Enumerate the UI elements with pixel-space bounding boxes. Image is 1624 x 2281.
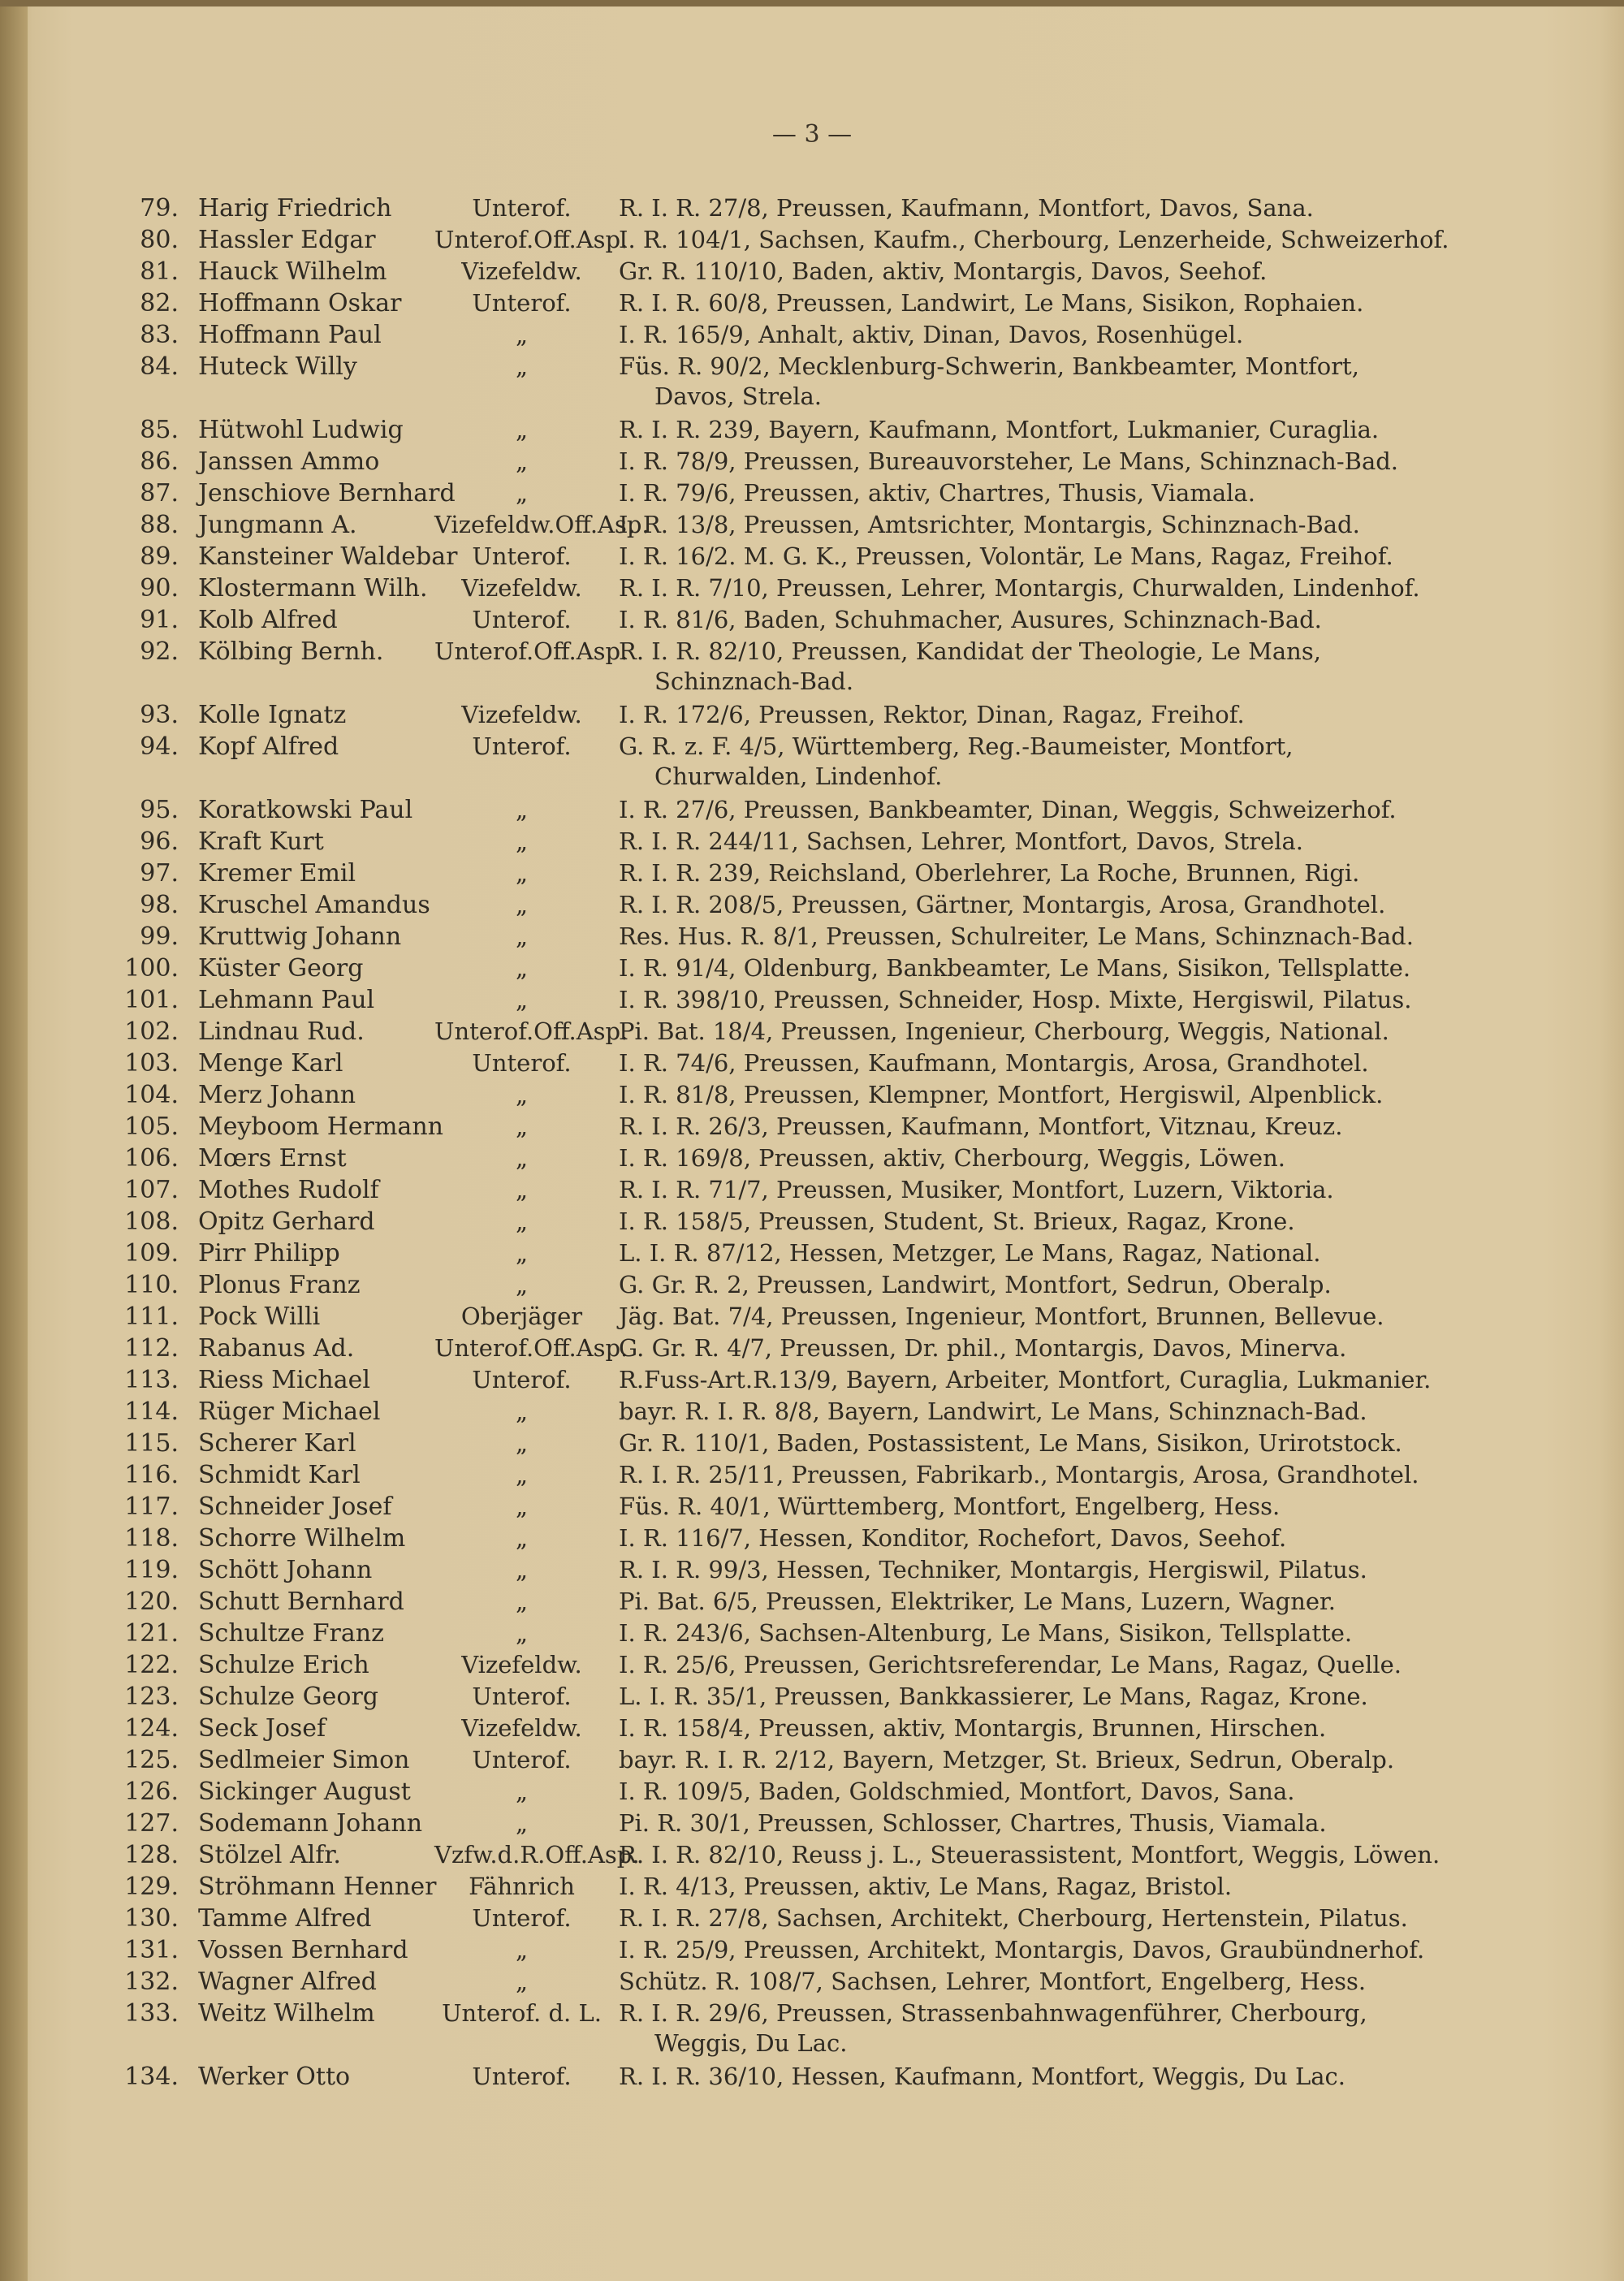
soldier-rank: Unterof. d. L. xyxy=(442,1999,602,2027)
list-item xyxy=(0,859,1624,892)
soldier-rank: „ xyxy=(515,352,529,380)
soldier-rank: Vizefeldw. xyxy=(461,1714,582,1742)
soldier-rank: „ xyxy=(515,1809,529,1837)
soldier-name: Huteck Willy xyxy=(198,352,357,381)
entry-number: 86. xyxy=(140,447,179,476)
soldier-rank: Unterof.Off.Asp. xyxy=(434,637,628,665)
soldier-name: Menge Karl xyxy=(198,1049,343,1078)
soldier-name: Werker Otto xyxy=(198,2063,351,2091)
entry-number: 96. xyxy=(140,827,179,856)
soldier-name: Sedlmeier Simon xyxy=(198,1746,410,1774)
soldier-rank: „ xyxy=(515,1429,529,1457)
soldier-name: Küster Georg xyxy=(198,954,364,983)
soldier-rank: „ xyxy=(515,796,529,823)
entry-number: 115. xyxy=(124,1429,179,1458)
list-item xyxy=(0,606,1624,638)
soldier-rank: „ xyxy=(515,1778,529,1805)
entry-number: 92. xyxy=(140,637,179,666)
entry-number: 120. xyxy=(124,1588,179,1616)
service-details: Res. Hus. R. 8/1, Preussen, Schulreiter, Le Mans, Schinznach-Bad. xyxy=(619,922,1414,950)
soldier-rank: Vizefeldw.Off.Asp. xyxy=(434,511,650,538)
page-top-edge xyxy=(0,0,1624,6)
list-item xyxy=(0,2063,1624,2095)
soldier-rank: „ xyxy=(515,1588,529,1615)
entry-number: 122. xyxy=(124,1651,179,1679)
soldier-name: Vossen Bernhard xyxy=(198,1936,408,1964)
soldier-name: Pock Willi xyxy=(198,1303,321,1331)
service-details: Pi. Bat. 6/5, Preussen, Elektriker, Le Mans, Luzern, Wagner. xyxy=(619,1588,1336,1615)
service-details: I. R. 172/6, Preussen, Rektor, Dinan, Ragaz, Freihof. xyxy=(619,701,1245,728)
entry-number: 95. xyxy=(140,796,179,824)
soldier-name: Koratkowski Paul xyxy=(198,796,413,824)
soldier-name: Rabanus Ad. xyxy=(198,1334,355,1363)
entry-number: 108. xyxy=(124,1207,179,1236)
list-item xyxy=(0,1049,1624,1082)
service-details: R. I. R. 239, Bayern, Kaufmann, Montfort, Lukmanier, Curaglia. xyxy=(619,416,1380,443)
list-item xyxy=(0,1334,1624,1367)
soldier-rank: „ xyxy=(515,1524,529,1552)
soldier-rank: „ xyxy=(515,1398,529,1425)
service-details: R. I. R. 99/3, Hessen, Techniker, Montargis, Hergiswil, Pilatus. xyxy=(619,1556,1367,1583)
soldier-name: Jenschiove Bernhard xyxy=(198,479,456,508)
list-item xyxy=(0,1714,1624,1747)
service-details: I. R. 81/6, Baden, Schuhmacher, Ausures, Schinznach-Bad. xyxy=(619,606,1322,633)
list-item xyxy=(0,954,1624,987)
entry-number: 133. xyxy=(124,1999,179,2028)
service-details: R. I. R. 27/8, Sachsen, Architekt, Cherbourg, Hertenstein, Pilatus. xyxy=(619,1904,1408,1932)
service-details: I. R. 104/1, Sachsen, Kaufm., Cherbourg, Lenzerheide, Schweizerhof. xyxy=(619,226,1449,253)
entry-number: 127. xyxy=(124,1809,179,1838)
soldier-rank: „ xyxy=(515,321,529,348)
soldier-rank: „ xyxy=(515,1461,529,1488)
soldier-name: Hauck Wilhelm xyxy=(198,257,387,286)
list-item xyxy=(0,1207,1624,1240)
entry-number: 124. xyxy=(124,1714,179,1743)
service-details: I. R. 116/7, Hessen, Konditor, Rochefort, Davos, Seehof. xyxy=(619,1524,1287,1552)
soldier-name: Kraft Kurt xyxy=(198,827,324,856)
service-details: I. R. 243/6, Sachsen-Altenburg, Le Mans, Sisikon, Tellsplatte. xyxy=(619,1619,1353,1647)
soldier-name: Hoffmann Paul xyxy=(198,321,382,349)
soldier-rank: Unterof.Off.Asp. xyxy=(434,226,628,253)
service-details: I. R. 109/5, Baden, Goldschmied, Montfort, Davos, Sana. xyxy=(619,1778,1295,1805)
entry-number: 79. xyxy=(140,194,179,222)
soldier-rank: „ xyxy=(515,416,529,443)
service-details: R. I. R. 82/10, Preussen, Kandidat der Theologie, Le Mans, xyxy=(619,637,1321,665)
service-details: L. I. R. 35/1, Preussen, Bankkassierer, Le Mans, Ragaz, Krone. xyxy=(619,1683,1368,1710)
soldier-name: Schneider Josef xyxy=(198,1493,392,1521)
soldier-name: Riess Michael xyxy=(198,1366,370,1394)
list-item xyxy=(0,1746,1624,1778)
soldier-rank: „ xyxy=(515,1112,529,1140)
service-details: R. I. R. 244/11, Sachsen, Lehrer, Montfort, Davos, Strela. xyxy=(619,827,1304,855)
soldier-name: Kansteiner Waldebar xyxy=(198,542,458,571)
soldier-name: Kopf Alfred xyxy=(198,732,339,761)
list-item xyxy=(0,1112,1624,1145)
list-item xyxy=(0,447,1624,480)
service-details-continued: Schinznach-Bad. xyxy=(654,667,854,695)
list-item xyxy=(0,637,1624,695)
entry-number: 90. xyxy=(140,574,179,603)
soldier-rank: Unterof. xyxy=(472,1746,572,1773)
service-details: Jäg. Bat. 7/4, Preussen, Ingenieur, Montfort, Brunnen, Bellevue. xyxy=(619,1303,1384,1330)
service-details: I. R. 165/9, Anhalt, aktiv, Dinan, Davos, Rosenhügel. xyxy=(619,321,1244,348)
list-item xyxy=(0,1999,1624,2057)
list-item xyxy=(0,827,1624,860)
soldier-name: Opitz Gerhard xyxy=(198,1207,375,1236)
entry-number: 89. xyxy=(140,542,179,571)
service-details-continued: Churwalden, Lindenhof. xyxy=(654,762,943,790)
soldier-rank: „ xyxy=(515,1493,529,1520)
service-details: R. I. R. 60/8, Preussen, Landwirt, Le Mans, Sisikon, Rophaien. xyxy=(619,289,1364,317)
entry-number: 88. xyxy=(140,511,179,539)
list-item xyxy=(0,1651,1624,1683)
entry-number: 106. xyxy=(124,1144,179,1173)
soldier-rank: „ xyxy=(515,891,529,918)
entry-number: 103. xyxy=(124,1049,179,1078)
entry-number: 105. xyxy=(124,1112,179,1141)
service-details: bayr. R. I. R. 2/12, Bayern, Metzger, St. Brieux, Sedrun, Oberalp. xyxy=(619,1746,1395,1773)
entry-number: 114. xyxy=(124,1398,179,1426)
entry-number: 123. xyxy=(124,1683,179,1711)
entry-number: 117. xyxy=(124,1493,179,1521)
soldier-name: Lehmann Paul xyxy=(198,986,375,1014)
service-details: R. I. R. 25/11, Preussen, Fabrikarb., Montargis, Arosa, Grandhotel. xyxy=(619,1461,1419,1488)
entry-number: 87. xyxy=(140,479,179,508)
soldier-rank: „ xyxy=(515,1968,529,1995)
soldier-name: Weitz Wilhelm xyxy=(198,1999,375,2028)
service-details: I. R. 169/8, Preussen, aktiv, Cherbourg, Weggis, Löwen. xyxy=(619,1144,1285,1172)
soldier-rank: Unterof. xyxy=(472,1366,572,1393)
soldier-rank: Vizefeldw. xyxy=(461,574,582,602)
service-details: R. I. R. 27/8, Preussen, Kaufmann, Montfort, Davos, Sana. xyxy=(619,194,1314,222)
service-details: I. R. 158/4, Preussen, aktiv, Montargis, Brunnen, Hirschen. xyxy=(619,1714,1327,1742)
entry-number: 104. xyxy=(124,1081,179,1109)
service-details: Füs. R. 40/1, Württemberg, Montfort, Engelberg, Hess. xyxy=(619,1493,1281,1520)
service-details: bayr. R. I. R. 8/8, Bayern, Landwirt, Le Mans, Schinznach-Bad. xyxy=(619,1398,1367,1425)
entry-number: 125. xyxy=(124,1746,179,1774)
soldier-name: Sickinger August xyxy=(198,1778,411,1806)
list-item xyxy=(0,1429,1624,1462)
soldier-rank: Unterof. xyxy=(472,1049,572,1077)
soldier-rank: Fähnrich xyxy=(469,1873,575,1900)
service-details: I. R. 78/9, Preussen, Bureauvorsteher, Le Mans, Schinznach-Bad. xyxy=(619,447,1399,475)
soldier-name: Janssen Ammo xyxy=(198,447,380,476)
soldier-name: Kruschel Amandus xyxy=(198,891,430,919)
soldier-rank: Vizefeldw. xyxy=(461,701,582,728)
entry-number: 80. xyxy=(140,226,179,254)
entry-number: 132. xyxy=(124,1968,179,1996)
list-item xyxy=(0,352,1624,410)
list-item xyxy=(0,1461,1624,1493)
service-details: I. R. 158/5, Preussen, Student, St. Brieux, Ragaz, Krone. xyxy=(619,1207,1295,1235)
entry-number: 116. xyxy=(124,1461,179,1489)
soldier-name: Plonus Franz xyxy=(198,1271,361,1299)
list-item xyxy=(0,321,1624,353)
soldier-name: Jungmann A. xyxy=(198,511,357,539)
soldier-name: Schulze Georg xyxy=(198,1683,379,1711)
soldier-rank: Oberjäger xyxy=(460,1303,583,1330)
soldier-name: Schutt Bernhard xyxy=(198,1588,404,1616)
service-details: Gr. R. 110/1, Baden, Postassistent, Le Mans, Sisikon, Urirotstock. xyxy=(619,1429,1402,1457)
service-details: I. R. 27/6, Preussen, Bankbeamter, Dinan, Weggis, Schweizerhof. xyxy=(619,796,1397,823)
list-item xyxy=(0,732,1624,790)
service-details: Gr. R. 110/10, Baden, aktiv, Montargis, Davos, Seehof. xyxy=(619,257,1268,285)
soldier-rank: „ xyxy=(515,1619,529,1647)
entry-number: 84. xyxy=(140,352,179,381)
service-details: R. I. R. 7/10, Preussen, Lehrer, Montargis, Churwalden, Lindenhof. xyxy=(619,574,1420,602)
soldier-name: Harig Friedrich xyxy=(198,194,392,222)
service-details: I. R. 398/10, Preussen, Schneider, Hosp. Mixte, Hergiswil, Pilatus. xyxy=(619,986,1412,1013)
list-item xyxy=(0,289,1624,322)
service-details: R. I. R. 239, Reichsland, Oberlehrer, La Roche, Brunnen, Rigi. xyxy=(619,859,1360,887)
service-details: Schütz. R. 108/7, Sachsen, Lehrer, Montfort, Engelberg, Hess. xyxy=(619,1968,1367,1995)
list-item xyxy=(0,1873,1624,1905)
service-details: I. R. 4/13, Preussen, aktiv, Le Mans, Ragaz, Bristol. xyxy=(619,1873,1233,1900)
soldier-name: Hassler Edgar xyxy=(198,226,376,254)
soldier-name: Kruttwig Johann xyxy=(198,922,402,951)
soldier-name: Kremer Emil xyxy=(198,859,356,888)
soldier-name: Ströhmann Henner xyxy=(198,1873,437,1901)
list-item xyxy=(0,1524,1624,1557)
soldier-name: Schmidt Karl xyxy=(198,1461,361,1489)
entry-number: 93. xyxy=(140,701,179,729)
list-item xyxy=(0,1271,1624,1303)
soldier-name: Kolb Alfred xyxy=(198,606,338,634)
list-item xyxy=(0,1936,1624,1968)
list-item xyxy=(0,1239,1624,1272)
entry-number: 113. xyxy=(124,1366,179,1394)
service-details: I. R. 81/8, Preussen, Klempner, Montfort, Hergiswil, Alpenblick. xyxy=(619,1081,1384,1108)
entry-number: 107. xyxy=(124,1176,179,1204)
soldier-name: Schött Johann xyxy=(198,1556,373,1584)
entry-number: 91. xyxy=(140,606,179,634)
list-item xyxy=(0,511,1624,543)
list-item xyxy=(0,1778,1624,1810)
soldier-name: Sodemann Johann xyxy=(198,1809,423,1838)
soldier-rank: Unterof.Off.Asp. xyxy=(434,1334,628,1362)
entry-number: 110. xyxy=(124,1271,179,1299)
soldier-name: Hütwohl Ludwig xyxy=(198,416,404,444)
list-item xyxy=(0,1904,1624,1937)
service-details: I. R. 16/2. M. G. K., Preussen, Volontär, Le Mans, Ragaz, Freihof. xyxy=(619,542,1393,570)
service-details-continued: Weggis, Du Lac. xyxy=(654,2029,848,2057)
soldier-rank: Unterof. xyxy=(472,1683,572,1710)
service-details-continued: Davos, Strela. xyxy=(654,382,823,410)
entry-number: 101. xyxy=(124,986,179,1014)
entry-number: 98. xyxy=(140,891,179,919)
soldier-name: Scherer Karl xyxy=(198,1429,356,1458)
service-details: R. I. R. 82/10, Reuss j. L., Steuerassistent, Montfort, Weggis, Löwen. xyxy=(619,1841,1440,1868)
service-details: Pi. R. 30/1, Preussen, Schlosser, Chartres, Thusis, Viamala. xyxy=(619,1809,1327,1837)
entry-number: 126. xyxy=(124,1778,179,1806)
service-details: I. R. 13/8, Preussen, Amtsrichter, Montargis, Schinznach-Bad. xyxy=(619,511,1360,538)
soldier-rank: „ xyxy=(515,922,529,950)
service-details: Füs. R. 90/2, Mecklenburg-Schwerin, Bankbeamter, Montfort, xyxy=(619,352,1359,380)
list-item xyxy=(0,194,1624,227)
service-details: L. I. R. 87/12, Hessen, Metzger, Le Mans, Ragaz, National. xyxy=(619,1239,1321,1267)
entry-number: 102. xyxy=(124,1017,179,1046)
list-item xyxy=(0,479,1624,512)
soldier-name: Stölzel Alfr. xyxy=(198,1841,341,1869)
soldier-rank: Unterof. xyxy=(472,2063,572,2090)
soldier-rank: „ xyxy=(515,1556,529,1583)
list-item xyxy=(0,1588,1624,1620)
soldier-rank: Unterof. xyxy=(472,732,572,760)
service-details: G. R. z. F. 4/5, Württemberg, Reg.-Baumeister, Montfort, xyxy=(619,732,1294,760)
soldier-rank: „ xyxy=(515,954,529,982)
soldier-name: Tamme Alfred xyxy=(198,1904,372,1933)
service-details: Pi. Bat. 18/4, Preussen, Ingenieur, Cherbourg, Weggis, National. xyxy=(619,1017,1389,1045)
soldier-rank: „ xyxy=(515,1081,529,1108)
list-item xyxy=(0,542,1624,575)
soldier-rank: „ xyxy=(515,447,529,475)
service-details: I. R. 25/6, Preussen, Gerichtsreferendar, Le Mans, Ragaz, Quelle. xyxy=(619,1651,1402,1678)
list-item xyxy=(0,1398,1624,1430)
soldier-name: Kolle Ignatz xyxy=(198,701,347,729)
list-item xyxy=(0,1683,1624,1715)
entry-number: 109. xyxy=(124,1239,179,1268)
entry-number: 134. xyxy=(124,2063,179,2091)
entry-number: 129. xyxy=(124,1873,179,1901)
soldier-rank: Unterof. xyxy=(472,542,572,570)
entry-number: 131. xyxy=(124,1936,179,1964)
list-item xyxy=(0,1176,1624,1208)
entry-number: 121. xyxy=(124,1619,179,1648)
service-details: I. R. 91/4, Oldenburg, Bankbeamter, Le Mans, Sisikon, Tellsplatte. xyxy=(619,954,1411,982)
entry-number: 128. xyxy=(124,1841,179,1869)
soldier-rank: Unterof. xyxy=(472,194,572,222)
soldier-rank: „ xyxy=(515,479,529,507)
soldier-rank: Unterof.Off.Asp. xyxy=(434,1017,628,1045)
list-item xyxy=(0,891,1624,923)
soldier-rank: Vzfw.d.R.Off.Asp. xyxy=(434,1841,640,1868)
soldier-rank: „ xyxy=(515,1239,529,1267)
list-item xyxy=(0,986,1624,1018)
soldier-rank: Vizefeldw. xyxy=(461,257,582,285)
soldier-rank: Unterof. xyxy=(472,1904,572,1932)
service-details: R. I. R. 29/6, Preussen, Strassenbahnwagenführer, Cherbourg, xyxy=(619,1999,1367,2027)
list-item xyxy=(0,1809,1624,1842)
page-number: — 3 — xyxy=(771,120,853,149)
soldier-rank: „ xyxy=(515,1936,529,1963)
soldier-name: Merz Johann xyxy=(198,1081,356,1109)
list-item xyxy=(0,1556,1624,1588)
list-item xyxy=(0,1144,1624,1177)
soldier-name: Kölbing Bernh. xyxy=(198,637,384,666)
soldier-name: Schorre Wilhelm xyxy=(198,1524,406,1553)
soldier-rank: Vizefeldw. xyxy=(461,1651,582,1678)
soldier-rank: „ xyxy=(515,1207,529,1235)
soldier-rank: „ xyxy=(515,1271,529,1298)
list-item xyxy=(0,796,1624,828)
list-item xyxy=(0,922,1624,955)
entry-number: 81. xyxy=(140,257,179,286)
list-item xyxy=(0,1303,1624,1335)
entry-number: 119. xyxy=(124,1556,179,1584)
soldier-name: Klostermann Wilh. xyxy=(198,574,428,603)
list-item xyxy=(0,701,1624,733)
service-details: I. R. 25/9, Preussen, Architekt, Montargis, Davos, Graubündnerhof. xyxy=(619,1936,1425,1963)
service-details: G. Gr. R. 4/7, Preussen, Dr. phil., Montargis, Davos, Minerva. xyxy=(619,1334,1347,1362)
list-item xyxy=(0,574,1624,607)
soldier-name: Mœrs Ernst xyxy=(198,1144,347,1173)
list-item xyxy=(0,416,1624,448)
service-details: R. I. R. 208/5, Preussen, Gärtner, Montargis, Arosa, Grandhotel. xyxy=(619,891,1386,918)
entry-number: 82. xyxy=(140,289,179,318)
soldier-name: Hoffmann Oskar xyxy=(198,289,402,318)
soldier-name: Schulze Erich xyxy=(198,1651,369,1679)
list-item xyxy=(0,1366,1624,1398)
soldier-name: Schultze Franz xyxy=(198,1619,384,1648)
soldier-rank: „ xyxy=(515,1176,529,1203)
soldier-name: Rüger Michael xyxy=(198,1398,381,1426)
service-details: R. I. R. 36/10, Hessen, Kaufmann, Montfort, Weggis, Du Lac. xyxy=(619,2063,1345,2090)
entry-number: 83. xyxy=(140,321,179,349)
soldier-name: Wagner Alfred xyxy=(198,1968,377,1996)
soldier-rank: „ xyxy=(515,1144,529,1172)
soldier-name: Meyboom Hermann xyxy=(198,1112,443,1141)
entry-number: 85. xyxy=(140,416,179,444)
soldier-rank: Unterof. xyxy=(472,289,572,317)
entry-number: 97. xyxy=(140,859,179,888)
list-item xyxy=(0,257,1624,290)
service-details: I. R. 74/6, Preussen, Kaufmann, Montargis, Arosa, Grandhotel. xyxy=(619,1049,1369,1077)
list-item xyxy=(0,226,1624,258)
entry-number: 99. xyxy=(140,922,179,951)
soldier-rank: „ xyxy=(515,859,529,887)
list-item xyxy=(0,1081,1624,1113)
list-item xyxy=(0,1493,1624,1525)
soldier-name: Seck Josef xyxy=(198,1714,326,1743)
list-item xyxy=(0,1841,1624,1873)
entry-number: 111. xyxy=(124,1303,179,1331)
entry-number: 130. xyxy=(124,1904,179,1933)
soldier-name: Lindnau Rud. xyxy=(198,1017,365,1046)
list-item xyxy=(0,1619,1624,1652)
service-details: R.Fuss-Art.R.13/9, Bayern, Arbeiter, Montfort, Curaglia, Lukmanier. xyxy=(619,1366,1432,1393)
entry-number: 100. xyxy=(124,954,179,983)
entry-number: 94. xyxy=(140,732,179,761)
entry-number: 112. xyxy=(124,1334,179,1363)
service-details: I. R. 79/6, Preussen, aktiv, Chartres, Thusis, Viamala. xyxy=(619,479,1255,507)
service-details: R. I. R. 71/7, Preussen, Musiker, Montfort, Luzern, Viktoria. xyxy=(619,1176,1334,1203)
soldier-name: Pirr Philipp xyxy=(198,1239,340,1268)
soldier-name: Mothes Rudolf xyxy=(198,1176,379,1204)
entry-number: 118. xyxy=(124,1524,179,1553)
list-item xyxy=(0,1017,1624,1050)
service-details: G. Gr. R. 2, Preussen, Landwirt, Montfort, Sedrun, Oberalp. xyxy=(619,1271,1332,1298)
service-details: R. I. R. 26/3, Preussen, Kaufmann, Montfort, Vitznau, Kreuz. xyxy=(619,1112,1343,1140)
list-item xyxy=(0,1968,1624,2000)
soldier-rank: „ xyxy=(515,986,529,1013)
soldier-rank: „ xyxy=(515,827,529,855)
soldier-rank: Unterof. xyxy=(472,606,572,633)
